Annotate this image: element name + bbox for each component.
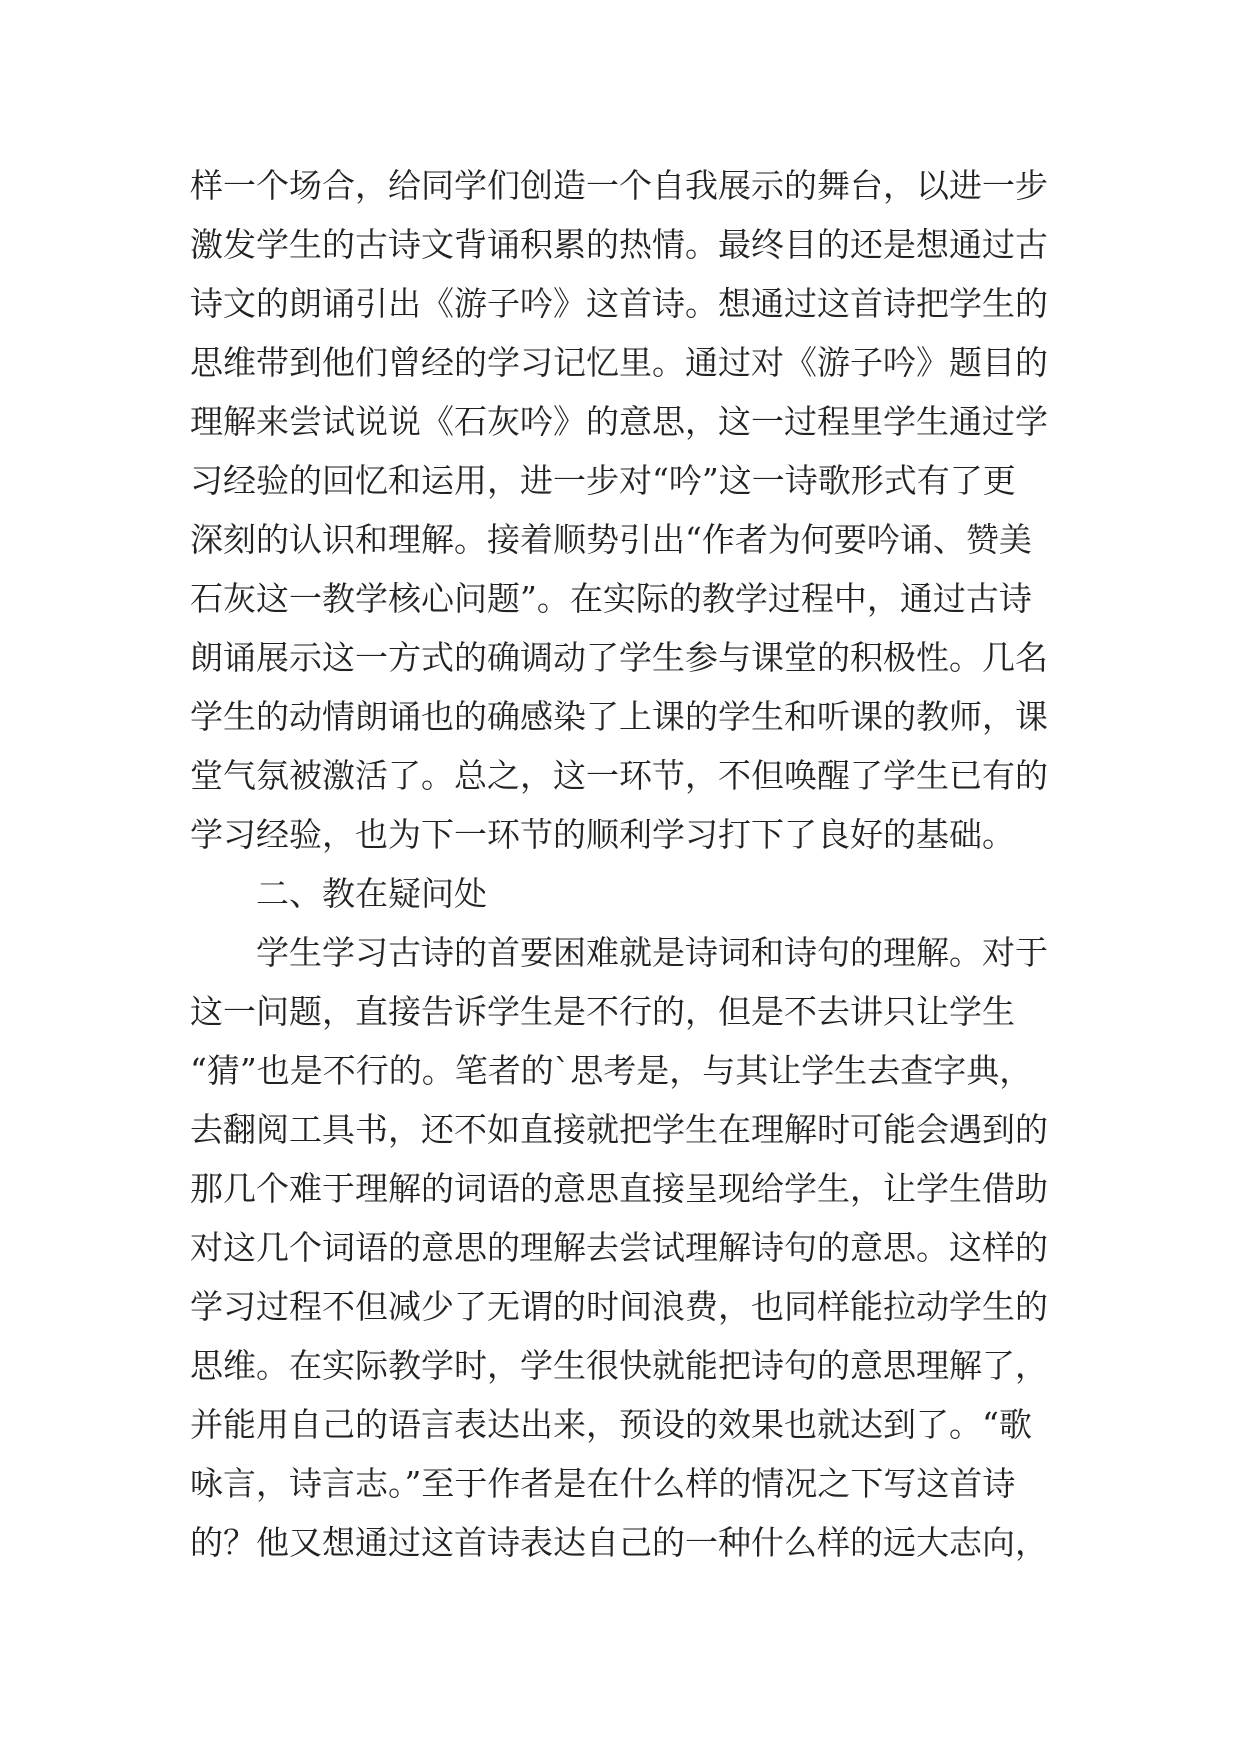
section-heading: 二、教在疑问处 <box>256 874 487 913</box>
text-line: 去翻阅工具书，还不如直接就把学生在理解时可能会遇到的 <box>190 1110 1048 1149</box>
text-line: 石灰这一教学核心问题”。在实际的教学过程中，通过古诗 <box>190 579 1032 618</box>
text-line: 咏言，诗言志。”至于作者是在什么样的情况之下写这首诗 <box>190 1464 1016 1503</box>
text-line: 习经验的回忆和运用，进一步对“吟”这一诗歌形式有了更 <box>190 461 1016 500</box>
text-line: 的？他又想通过这首诗表达自己的一种什么样的远大志向， <box>190 1523 1048 1562</box>
text-line: 学习过程不但减少了无谓的时间浪费，也同样能拉动学生的 <box>190 1287 1048 1326</box>
text-line: 堂气氛被激活了。总之，这一环节，不但唤醒了学生已有的 <box>190 756 1048 795</box>
text-line: 那几个难于理解的词语的意思直接呈现给学生，让学生借助 <box>190 1169 1048 1208</box>
text-line: 激发学生的古诗文背诵积累的热情。最终目的还是想通过古 <box>190 225 1048 264</box>
text-line: “猜”也是不行的。笔者的`思考是，与其让学生去查字典， <box>190 1051 1033 1090</box>
text-line: 样一个场合，给同学们创造一个自我展示的舞台，以进一步 <box>190 166 1048 205</box>
text-line: 学习经验，也为下一环节的顺利学习打下了良好的基础。 <box>190 815 1015 854</box>
text-line: 学生的动情朗诵也的确感染了上课的学生和听课的教师，课 <box>190 697 1048 736</box>
text-line: 朗诵展示这一方式的确调动了学生参与课堂的积极性。几名 <box>190 638 1048 677</box>
text-line: 诗文的朗诵引出《游子吟》这首诗。想通过这首诗把学生的 <box>190 284 1048 323</box>
text-line: 思维。在实际教学时，学生很快就能把诗句的意思理解了， <box>190 1346 1048 1385</box>
text-line: 思维带到他们曾经的学习记忆里。通过对《游子吟》题目的 <box>190 343 1048 382</box>
body-text <box>190 156 1060 1572</box>
text-line: 理解来尝试说说《石灰吟》的意思，这一过程里学生通过学 <box>190 402 1048 441</box>
text-line: 这一问题，直接告诉学生是不行的，但是不去讲只让学生 <box>190 992 1015 1031</box>
text-line: 学生学习古诗的首要困难就是诗词和诗句的理解。对于 <box>256 933 1048 972</box>
text-line: 对这几个词语的意思的理解去尝试理解诗句的意思。这样的 <box>190 1228 1048 1267</box>
text-line: 深刻的认识和理解。接着顺势引出“作者为何要吟诵、赞美 <box>190 520 1032 559</box>
text-line: 并能用自己的语言表达出来，预设的效果也就达到了。“歌 <box>190 1405 1032 1444</box>
